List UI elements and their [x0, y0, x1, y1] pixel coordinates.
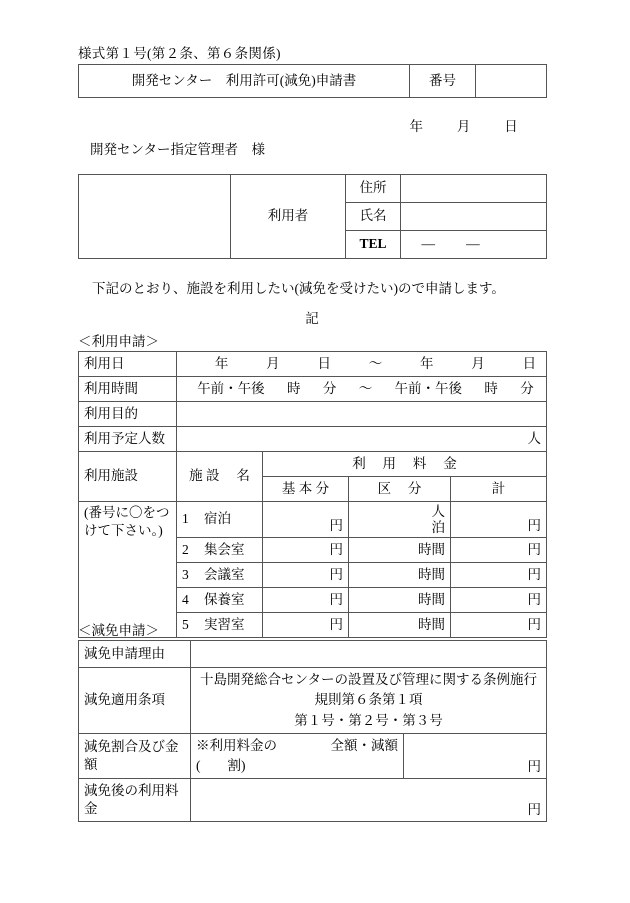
use-time-token-2: 分 [322, 380, 337, 396]
table-row [79, 402, 547, 427]
fee-division-header: 区 分 [349, 477, 451, 502]
fee-group-header: 利 用 料 金 [263, 452, 547, 477]
table-row [79, 175, 547, 203]
exempt-reason-value[interactable] [191, 641, 547, 668]
exempt-after-amount[interactable]: 円 [191, 779, 547, 822]
date-day-label: 日 [504, 119, 518, 134]
number-value-cell[interactable] [476, 65, 547, 98]
table-row [79, 502, 547, 538]
exempt-clause-line-3: 第１号・第２号・第３号 [294, 712, 443, 728]
facility-name-header: 施 設 名 [177, 452, 263, 502]
facility-label-3: 会議室 [204, 566, 245, 582]
facility-section-label: 利用施設 [79, 452, 177, 502]
facility-number-3: 3 [182, 566, 189, 582]
use-time-token-4: 午前・午後 [394, 380, 463, 396]
use-date-token-5: 月 [471, 355, 485, 371]
use-time-label: 利用時間 [79, 377, 177, 402]
use-date-token-4: 年 [420, 355, 434, 371]
use-purpose-label: 利用目的 [79, 402, 177, 427]
exempt-rate-detail[interactable] [191, 733, 404, 779]
applicant-name-value[interactable] [401, 203, 547, 231]
use-time-value[interactable] [177, 377, 547, 402]
applicant-blank-cell[interactable] [79, 175, 231, 259]
facility-division-3[interactable]: 時間 [349, 563, 451, 588]
number-label-cell: 番号 [410, 65, 476, 98]
facility-total-1[interactable]: 円 [451, 502, 547, 538]
exempt-rate-text-b: 全額・減額 [330, 737, 398, 753]
exempt-clause-value[interactable] [191, 668, 547, 734]
facility-division-2[interactable]: 時間 [349, 538, 451, 563]
applicant-user-label: 利用者 [231, 175, 346, 259]
exempt-clause-line-1: 十島開発総合センターの設置及び管理に関する条例施行 [200, 672, 537, 687]
exempt-after-label: 減免後の利用料金 [79, 779, 191, 822]
facility-row-name-1[interactable] [177, 502, 263, 538]
ki-marker: 記 [305, 311, 319, 326]
use-date-token-1: 月 [266, 355, 280, 371]
facility-row-name-2[interactable] [177, 538, 263, 563]
table-row [79, 65, 547, 98]
use-time-token-3: ～ [358, 380, 373, 396]
tel-dash-2: — [466, 236, 480, 252]
use-date-token-6: 日 [522, 355, 537, 371]
use-purpose-value[interactable] [177, 402, 547, 427]
facility-division-1-line-0: 人 [431, 504, 445, 519]
applicant-tel-label: TEL [346, 231, 401, 259]
use-headcount-label: 利用予定人数 [79, 427, 177, 452]
use-section-label: ＜利用申請＞ [78, 334, 159, 349]
form-number-label: 様式第１号(第２条、第６条関係) [78, 46, 281, 61]
table-row [79, 452, 547, 477]
facility-number-1: 1 [182, 511, 189, 527]
date-line [78, 115, 533, 135]
use-date-value[interactable] [177, 352, 547, 377]
exempt-section-label: ＜減免申請＞ [78, 623, 159, 638]
applicant-address-label: 住所 [346, 175, 401, 203]
facility-basic-1[interactable]: 円 [263, 502, 349, 538]
facility-total-4[interactable]: 円 [451, 588, 547, 613]
facility-row-name-4[interactable] [177, 588, 263, 613]
facility-basic-2[interactable]: 円 [263, 538, 349, 563]
exempt-rate-amount[interactable]: 円 [404, 733, 547, 779]
facility-number-4: 4 [182, 591, 189, 607]
applicant-table [78, 174, 547, 259]
usage-application-table [78, 351, 547, 638]
facility-label-4: 保養室 [204, 591, 245, 607]
facility-number-5: 5 [182, 616, 189, 632]
facility-row-name-3[interactable] [177, 563, 263, 588]
facility-label-2: 集会室 [204, 541, 245, 557]
facility-basic-5[interactable]: 円 [263, 613, 349, 638]
facility-division-4[interactable]: 時間 [349, 588, 451, 613]
use-date-token-2: 日 [317, 355, 331, 371]
form-title-cell: 開発センター 利用許可(減免)申請書 [79, 65, 410, 98]
statement-line: 下記のとおり、施設を利用したい(減免を受けたい)ので申請します。 [92, 281, 505, 296]
table-row [79, 668, 547, 734]
applicant-tel-value[interactable] [401, 231, 547, 259]
facility-division-1-line-1: 泊 [431, 519, 445, 535]
use-date-token-0: 年 [214, 355, 229, 371]
facility-circle-note: (番号に〇をつけて下さい。) [79, 502, 177, 638]
date-month-label: 月 [456, 119, 471, 134]
fee-basic-header: 基 本 分 [263, 477, 349, 502]
exempt-reason-label: 減免申請理由 [79, 641, 191, 668]
addressee-line: 開発センター指定管理者 様 [90, 142, 265, 157]
table-row [79, 352, 547, 377]
facility-total-5[interactable]: 円 [451, 613, 547, 638]
table-row [79, 377, 547, 402]
facility-label-1: 宿泊 [204, 511, 231, 527]
facility-total-2[interactable]: 円 [451, 538, 547, 563]
facility-total-3[interactable]: 円 [451, 563, 547, 588]
applicant-name-label: 氏名 [346, 203, 401, 231]
table-row [79, 427, 547, 452]
facility-number-2: 2 [182, 541, 189, 557]
use-date-label: 利用日 [79, 352, 177, 377]
facility-basic-3[interactable]: 円 [263, 563, 349, 588]
use-time-token-1: 時 [287, 380, 301, 396]
facility-division-5[interactable]: 時間 [349, 613, 451, 638]
use-time-token-5: 時 [484, 380, 498, 396]
table-row [79, 779, 547, 822]
facility-row-name-5[interactable] [177, 613, 263, 638]
exempt-rate-label: 減免割合及び金額 [79, 733, 191, 779]
tel-dash-1: — [421, 236, 436, 252]
table-row [79, 733, 547, 779]
header-table [78, 64, 547, 98]
table-row [79, 641, 547, 668]
use-date-token-3: ～ [368, 355, 383, 371]
facility-basic-4[interactable]: 円 [263, 588, 349, 613]
exempt-clause-line-2: 規則第６条第１項 [314, 692, 423, 708]
exempt-rate-text-a: ※利用料金の [196, 737, 277, 753]
facility-label-5: 実習室 [204, 616, 245, 632]
fee-total-header: 計 [451, 477, 547, 502]
exempt-clause-label: 減免適用条項 [79, 668, 191, 734]
exempt-rate-text-c: ( 割) [196, 758, 246, 773]
use-time-token-6: 分 [520, 380, 534, 396]
applicant-address-value[interactable] [401, 175, 547, 203]
facility-division-1[interactable] [349, 502, 451, 538]
use-headcount-value[interactable]: 人 [177, 427, 547, 452]
use-time-token-0: 午前・午後 [197, 380, 265, 396]
date-year-label: 年 [409, 119, 423, 134]
exemption-application-table [78, 640, 547, 822]
